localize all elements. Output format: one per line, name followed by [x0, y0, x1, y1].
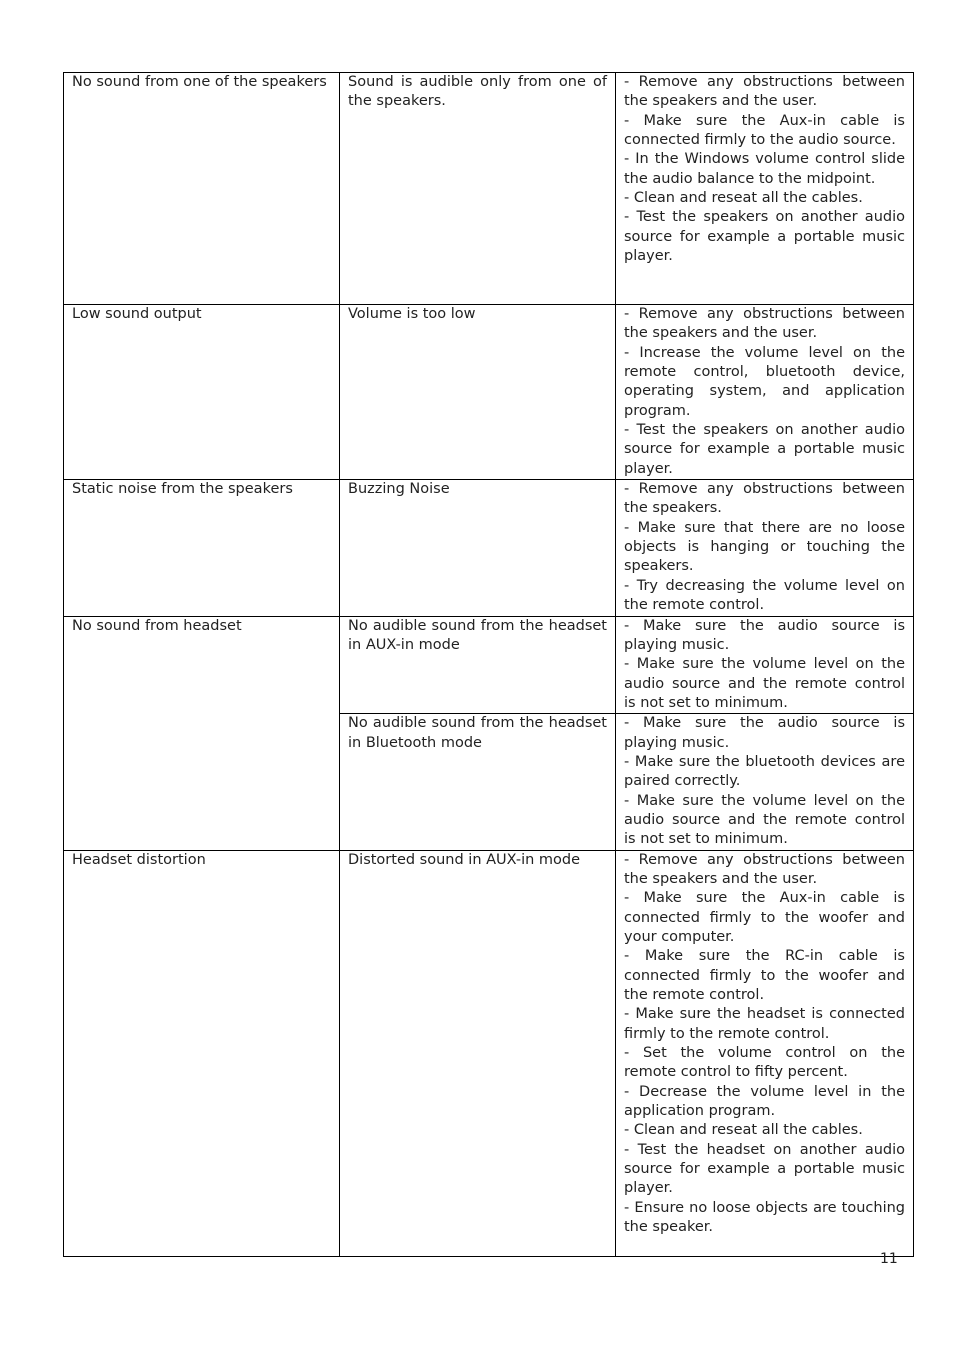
cause-cell: No audible sound from the headset in AUX-in mode — [340, 616, 616, 714]
table-row — [64, 73, 914, 305]
solution-item: - Make sure the RC-in cable is connected firmly to the woofer and the remote control. — [624, 948, 905, 1004]
solution-cell — [616, 480, 914, 616]
solution-item: - Make sure the audio source is playing music. — [624, 715, 905, 751]
table-row — [64, 305, 914, 480]
table-row — [64, 616, 914, 714]
problem-cell: Headset distortion — [64, 850, 340, 1256]
solution-item: - Make sure the volume level on the audio source and the remote control is not set to minimum. — [624, 656, 905, 711]
solution-item: - Decrease the volume level in the application program. — [624, 1083, 905, 1120]
solution-item: - Clean and reseat all the cables. — [624, 1122, 863, 1139]
solution-item: - Set the volume control on the remote control to fifty percent. — [624, 1045, 905, 1081]
solution-item: - Make sure the Aux-in cable is connected firmly to the audio source. — [624, 112, 905, 149]
solution-item: - Make sure the headset is connected firmly to the remote control. — [624, 1006, 905, 1042]
solution-item: - In the Windows volume control slide the audio balance to the midpoint. — [624, 151, 905, 187]
solution-item: - Make sure the audio source is playing music. — [624, 617, 905, 653]
solution-item: - Make sure the volume level on the audio source and the remote control is not set to minimum. — [624, 792, 905, 848]
solution-item: - Remove any obstructions between the speakers and the user. — [624, 306, 905, 342]
solution-item: - Test the headset on another audio source for example a portable music player. — [624, 1141, 905, 1197]
solution-item: - Make sure that there are no loose objects is hanging or touching the speakers. — [624, 519, 905, 575]
table-row — [64, 480, 914, 616]
solution-item: - Clean and reseat all the cables. — [624, 190, 863, 207]
troubleshooting-table — [63, 72, 914, 1257]
solution-item: - Try decreasing the volume level on the remote control. — [624, 577, 905, 614]
table-row — [64, 850, 914, 1256]
cause-cell: Buzzing Noise — [340, 480, 616, 616]
solution-cell — [616, 73, 914, 305]
cause-cell: Volume is too low — [340, 305, 616, 480]
solution-item: - Test the speakers on another audio source for example a portable music player. — [624, 209, 905, 265]
solution-cell — [616, 305, 914, 480]
cause-cell: No audible sound from the headset in Bluetooth mode — [340, 714, 616, 850]
solution-cell — [616, 850, 914, 1256]
solution-item: - Make sure the bluetooth devices are paired correctly. — [624, 753, 905, 790]
solution-cell — [616, 714, 914, 850]
solution-item: - Remove any obstructions between the speakers and the user. — [624, 74, 905, 110]
cause-cell: Distorted sound in AUX-in mode — [340, 850, 616, 1256]
problem-cell: Static noise from the speakers — [64, 480, 340, 616]
solution-item: - Increase the volume level on the remote control, bluetooth device, operating system, and application program. — [624, 344, 905, 419]
problem-cell: Low sound output — [64, 305, 340, 480]
solution-item: - Make sure the Aux-in cable is connected firmly to the woofer and your computer. — [624, 890, 905, 945]
problem-cell: No sound from headset — [64, 616, 340, 850]
problem-cell: No sound from one of the speakers — [64, 73, 340, 305]
solution-item: - Ensure no loose objects are touching the speaker. — [624, 1199, 905, 1236]
solution-item: - Test the speakers on another audio source for example a portable music player. — [624, 422, 905, 477]
solution-item: - Remove any obstructions between the speakers and the user. — [624, 851, 905, 887]
cause-cell: Sound is audible only from one of the speakers. — [340, 73, 616, 305]
page-number: 11 — [880, 1251, 898, 1267]
solution-cell — [616, 616, 914, 714]
solution-item: - Remove any obstructions between the speakers. — [624, 481, 905, 517]
